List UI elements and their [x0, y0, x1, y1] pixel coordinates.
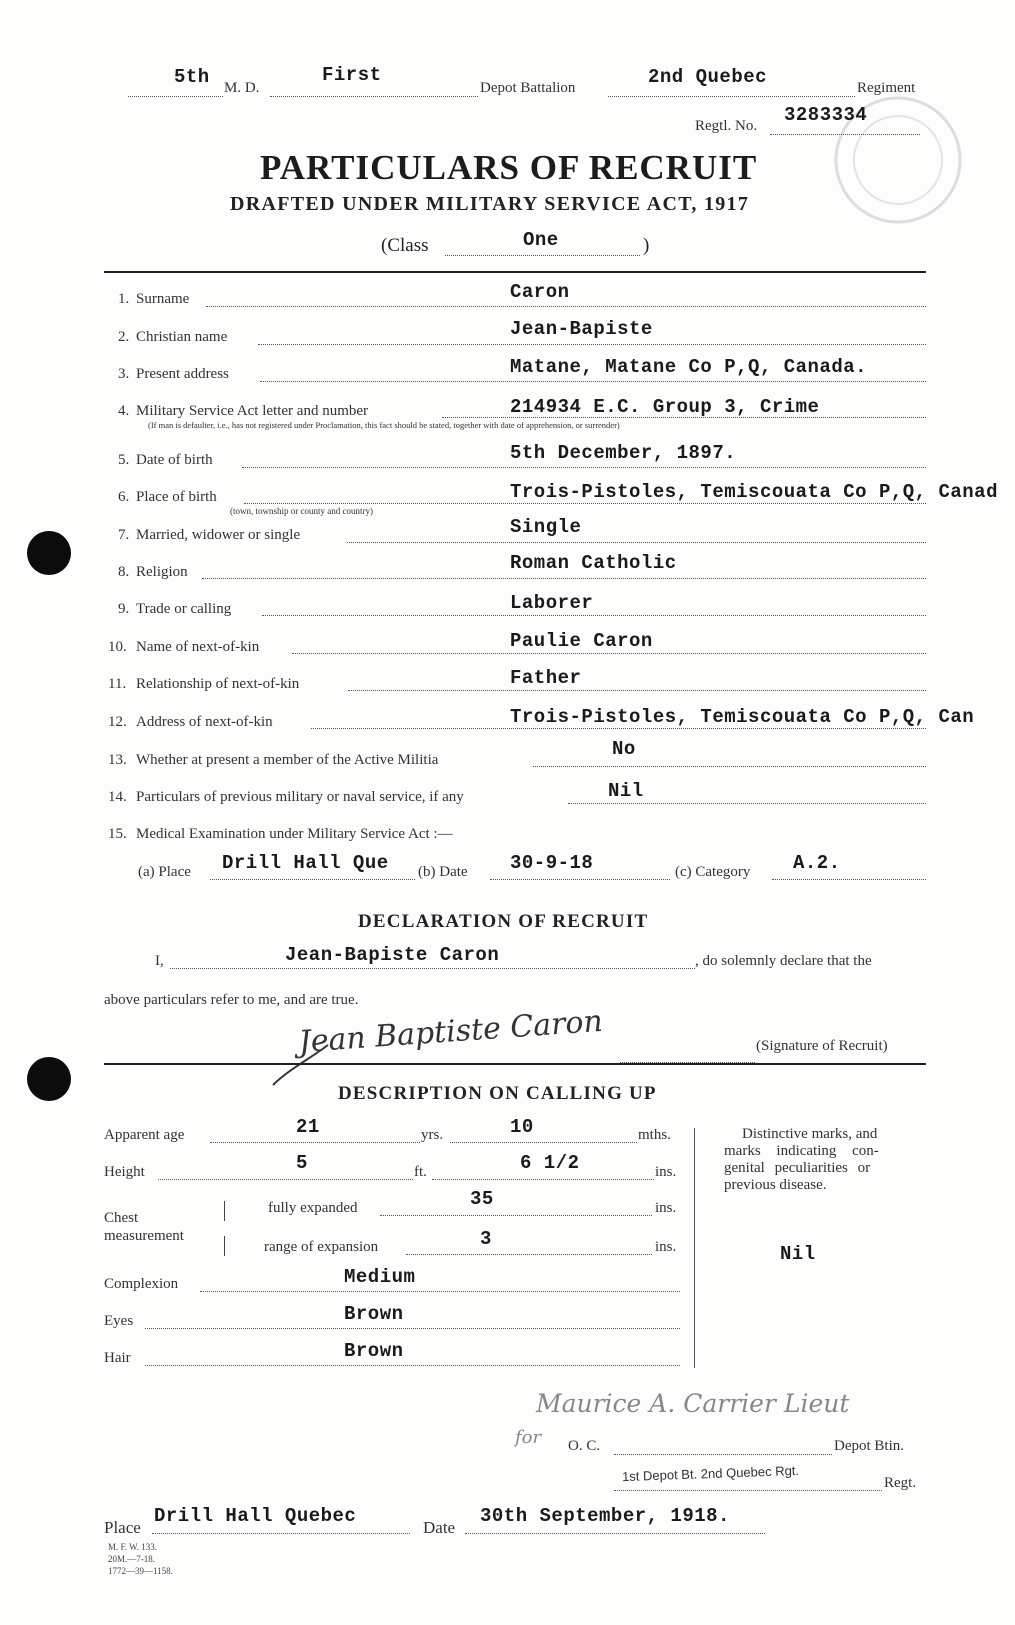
footer-place-value: Drill Hall Quebec	[154, 1505, 357, 1527]
binder-hole-top	[27, 531, 71, 575]
regt-label: Regt.	[884, 1475, 917, 1491]
item-2-num: 2.	[118, 329, 130, 345]
recruit-signature: Jean Baptiste Caron	[297, 1003, 604, 1060]
item-8-value: Roman Catholic	[510, 552, 677, 574]
item-9-num: 9.	[118, 601, 130, 617]
regiment-label: Regiment	[857, 80, 916, 96]
description-heading: DESCRIPTION ON CALLING UP	[338, 1083, 657, 1104]
item-1-num: 1.	[118, 291, 130, 307]
item-4-label: Military Service Act letter and number	[136, 403, 369, 419]
form-title: PARTICULARS OF RECRUIT	[260, 148, 758, 187]
item-6-value: Trois-Pistoles, Temiscouata Co P,Q, Canad	[510, 481, 998, 503]
chest-label-2: measurement	[104, 1228, 184, 1244]
item-6-num: 6.	[118, 489, 130, 505]
item-1-label: Surname	[136, 291, 190, 307]
item-13-label: Whether at present a member of the Active Militia	[136, 752, 439, 768]
md-label: M. D.	[224, 80, 260, 96]
marks-text-1: Distinctive marks, and	[742, 1126, 878, 1142]
officer-signature: Maurice A. Carrier Lieut	[536, 1389, 850, 1418]
marks-text-4: previous disease.	[724, 1177, 827, 1193]
ins-label-fully: ins.	[655, 1200, 677, 1216]
height-label: Height	[104, 1164, 145, 1180]
complexion-value: Medium	[344, 1266, 416, 1288]
fully-expanded-label: fully expanded	[268, 1200, 358, 1216]
officer-stamp: 1st Depot Bt. 2nd Quebec Rgt.	[621, 1462, 800, 1485]
oc-label: O. C.	[568, 1438, 601, 1454]
footer-date-label: Date	[423, 1518, 456, 1537]
declaration-heading: DECLARATION OF RECRUIT	[358, 911, 649, 932]
class-label: (Class	[381, 235, 429, 256]
declaration-text-line2: above particulars refer to me, and are true.	[104, 992, 359, 1008]
item-14-label: Particulars of previous military or naval service, if any	[136, 789, 464, 805]
binder-hole-bottom	[27, 1057, 71, 1101]
item-15-num: 15.	[108, 826, 127, 842]
item-5-label: Date of birth	[136, 452, 213, 468]
ft-label: ft.	[414, 1164, 427, 1180]
ins-label-height: ins.	[655, 1164, 677, 1180]
class-close: )	[643, 235, 650, 256]
signature-flourish-icon	[268, 1040, 348, 1090]
item-6-label: Place of birth	[136, 489, 217, 505]
footer-code-3: 1772—39—1158.	[108, 1566, 173, 1576]
for-label: for	[515, 1427, 542, 1448]
eyes-value: Brown	[344, 1303, 404, 1325]
fully-expanded-value: 35	[470, 1188, 494, 1210]
item-14-num: 14.	[108, 789, 127, 805]
declaration-text-end: , do solemnly declare that the	[695, 953, 872, 969]
yrs-label: yrs.	[421, 1127, 444, 1143]
item-10-value: Paulie Caron	[510, 630, 653, 652]
item-4-num: 4.	[118, 403, 130, 419]
item-11-label: Relationship of next-of-kin	[136, 676, 300, 692]
medical-category-value: A.2.	[793, 852, 841, 874]
age-label: Apparent age	[104, 1127, 185, 1143]
item-15-label: Medical Examination under Military Service Act :—	[136, 826, 453, 842]
footer-place-label: Place	[104, 1518, 141, 1537]
item-9-label: Trade or calling	[136, 601, 232, 617]
item-7-label: Married, widower or single	[136, 527, 301, 543]
item-12-num: 12.	[108, 714, 127, 730]
item-13-value: No	[612, 738, 636, 760]
item-8-num: 8.	[118, 564, 130, 580]
item-10-num: 10.	[108, 639, 127, 655]
regiment-value: 2nd Quebec	[648, 66, 768, 88]
height-ft: 5	[296, 1152, 308, 1174]
item-5-value: 5th December, 1897.	[510, 442, 737, 464]
item-2-label: Christian name	[136, 329, 228, 345]
item-3-num: 3.	[118, 366, 130, 382]
item-2-value: Jean-Bapiste	[510, 318, 653, 340]
medical-date-value: 30-9-18	[510, 852, 594, 874]
item-4-value: 214934 E.C. Group 3, Crime	[510, 396, 820, 418]
marks-text-2: marks indicating con-	[724, 1143, 879, 1159]
medical-category-label: (c) Category	[675, 864, 751, 880]
age-years: 21	[296, 1116, 320, 1138]
declaration-i-label: I,	[155, 953, 164, 969]
footer-code-2: 20M.—7-18.	[108, 1554, 155, 1564]
regtl-no-value: 3283334	[784, 104, 868, 126]
item-5-num: 5.	[118, 452, 130, 468]
footer-code-1: M. F. W. 133.	[108, 1542, 158, 1552]
form-subtitle: DRAFTED UNDER MILITARY SERVICE ACT, 1917	[230, 193, 750, 215]
item-3-label: Present address	[136, 366, 229, 382]
declaration-name: Jean-Bapiste Caron	[285, 944, 500, 966]
range-expansion-label: range of expansion	[264, 1239, 379, 1255]
hair-value: Brown	[344, 1340, 404, 1362]
footer-date-value: 30th September, 1918.	[480, 1505, 730, 1527]
marks-value: Nil	[780, 1243, 816, 1265]
medical-place-label: (a) Place	[138, 864, 191, 880]
item-1-value: Caron	[510, 281, 570, 303]
item-4-note: (If man is defaulter, i.e., has not registered under Proclamation, this fact should be stated, together with date of apprehension, or surrender)	[148, 420, 620, 430]
mths-label: mths.	[638, 1127, 671, 1143]
signature-label: (Signature of Recruit)	[756, 1038, 888, 1054]
height-in: 6 1/2	[520, 1152, 580, 1174]
complexion-label: Complexion	[104, 1276, 179, 1292]
hair-label: Hair	[104, 1350, 131, 1366]
ins-label-range: ins.	[655, 1239, 677, 1255]
item-14-value: Nil	[608, 780, 644, 802]
class-value: One	[523, 229, 559, 251]
depot-btn-label: Depot Btin.	[834, 1438, 904, 1454]
regtl-no-label: Regtl. No.	[695, 118, 758, 134]
item-13-num: 13.	[108, 752, 127, 768]
item-12-value: Trois-Pistoles, Temiscouata Co P,Q, Can	[510, 706, 975, 728]
item-8-label: Religion	[136, 564, 188, 580]
range-expansion-value: 3	[480, 1228, 492, 1250]
item-10-label: Name of next-of-kin	[136, 639, 260, 655]
item-7-value: Single	[510, 516, 582, 538]
item-3-value: Matane, Matane Co P,Q, Canada.	[510, 356, 868, 378]
marks-text-3: genital peculiarities or	[724, 1160, 871, 1176]
depot-label: Depot Battalion	[480, 80, 576, 96]
depot-value: First	[322, 64, 382, 86]
medical-place-value: Drill Hall Que	[222, 852, 389, 874]
item-12-label: Address of next-of-kin	[136, 714, 273, 730]
md-value: 5th	[174, 66, 210, 88]
eyes-label: Eyes	[104, 1313, 134, 1329]
chest-label-1: Chest	[104, 1210, 139, 1226]
item-11-num: 11.	[108, 676, 127, 692]
item-7-num: 7.	[118, 527, 130, 543]
item-11-value: Father	[510, 667, 582, 689]
item-6-note: (town, township or county and country)	[230, 506, 373, 516]
age-months: 10	[510, 1116, 534, 1138]
item-9-value: Laborer	[510, 592, 594, 614]
medical-date-label: (b) Date	[418, 864, 468, 880]
